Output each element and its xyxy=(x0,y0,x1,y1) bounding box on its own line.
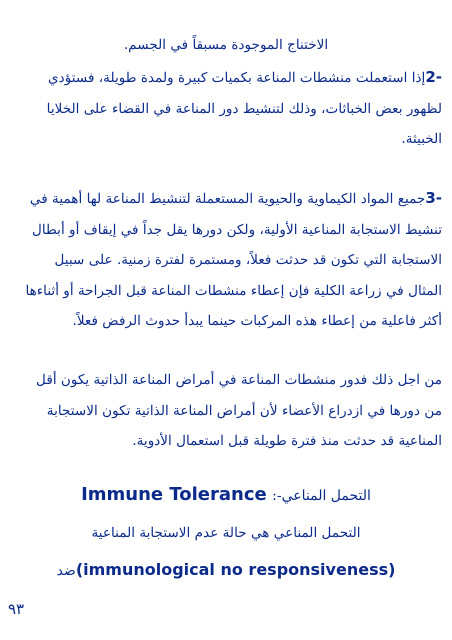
conclusion-line-3: المناعية قد حدثت منذ فترة طويلة قبل استعمال الأدوية. xyxy=(132,433,442,450)
point-2-line-1 xyxy=(10,62,442,94)
intro-line xyxy=(10,30,442,61)
intro-text: الاختناج الموجودة مسبقاً في الجسم. xyxy=(123,37,329,53)
point-3-text-1: جميع المواد الكيماوية والحيوية المستعملة لتنشيط المناعة لها أهمية في xyxy=(29,191,426,207)
heading-english: Immune Tolerance xyxy=(81,484,267,505)
point-2-text-1: إذا استعملت منشطات المناعة بكميات كبيرة ولمدة طويلة، فستؤدي xyxy=(48,70,426,86)
point-3-line-2: تنشيط الاستجابة المناعية الأولية، ولكن دورها يقل جداً في إيقاف أو أبطال xyxy=(32,221,442,238)
heading-arabic: :-التحمل المناعي xyxy=(272,488,371,504)
section-heading xyxy=(0,484,452,505)
point-3-line-3: الاستجابة التي تكون قد حدثت فعلاً، ومستمرة لفترة زمنية. على سبيل xyxy=(54,252,442,269)
point-2 xyxy=(10,62,442,155)
point-2-number: -2 xyxy=(425,68,442,86)
opposite-arabic: ضد xyxy=(56,563,76,579)
conclusion-line-1: من اجل ذلك فدور منشطات المناعة في أمراض المناعة الذاتية يكون أقل xyxy=(36,372,442,388)
point-2-line-2: لظهور بعض الخباثات، وذلك لتنشيط دور المناعة في القضاء على الخلايا xyxy=(46,100,442,117)
opposite-english: (immunological no responsiveness) xyxy=(75,560,396,579)
point-3-number: -3 xyxy=(425,189,442,207)
definition-line: التحمل المناعي هي حالة عدم الاستجابة المناعية xyxy=(91,525,361,541)
conclusion-line-2: من دورها في ازدراع الأعضاء لأن أمراض المناعة الذاتية تكون الاستجابة xyxy=(46,402,442,419)
page-number: ٩٣ xyxy=(8,600,25,618)
point-3 xyxy=(10,183,442,337)
point-3-line-1 xyxy=(10,183,442,215)
opposite-line xyxy=(0,560,452,579)
conclusion-paragraph xyxy=(10,365,442,457)
point-3-line-4: المثال في زراعة الكلية فإن إعطاء منشطات المناعة قبل الجراحة أو أثناءها xyxy=(25,282,442,299)
point-3-line-5: أكثر فاعلية من إعطاء هذه المركبات حينما يبدأ حدوث الرفض فعلاً. xyxy=(72,313,442,330)
point-2-line-3: الخبيثة. xyxy=(401,131,442,148)
